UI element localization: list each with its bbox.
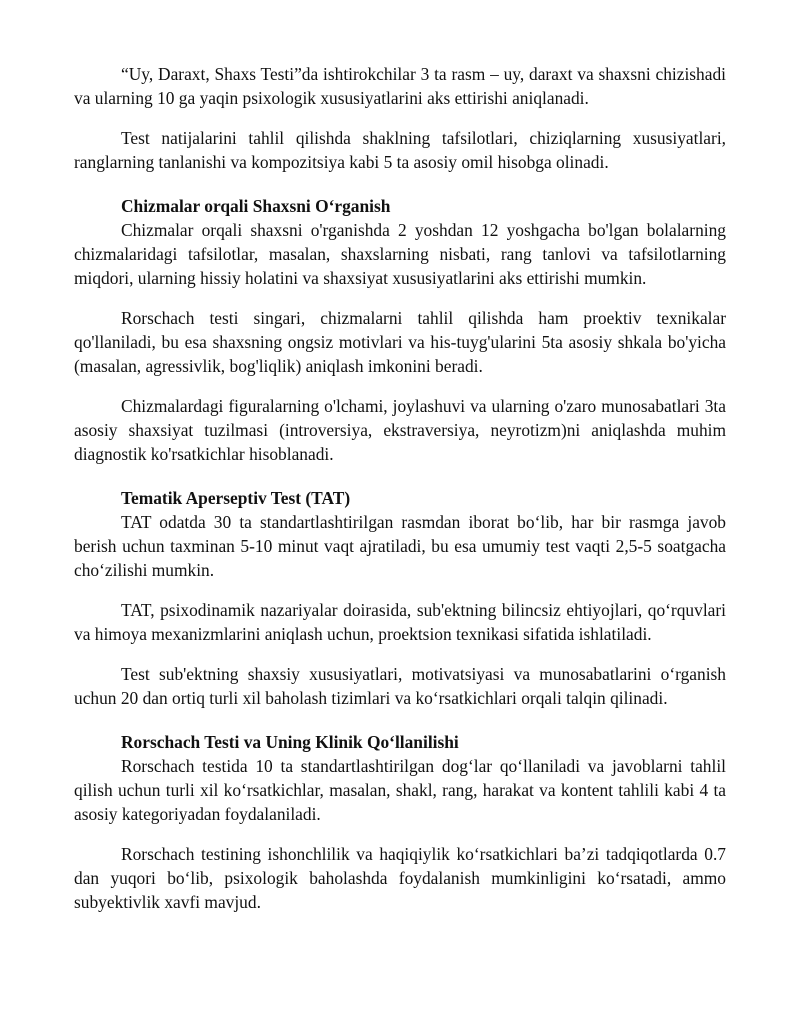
drawings-paragraph-2: Rorschach testi singari, chizmalarni tahlil qilishda ham proektiv texnikalar qo'llaniladi, bu esa shaxsning ongsiz motivlari va his-tuyg'ularini 5ta asosiy shkala bo'yicha (masalan, agressivlik, bog'liqlik) aniqlash imkonini beradi. xyxy=(74,308,726,376)
drawings-paragraph-1: Chizmalar orqali shaxsni o'rganishda 2 yoshdan 12 yoshgacha bo'lgan bolalarning chizmalaridagi tafsilotlar, masalan, shaxslarning nisbati, rang tanlovi va tafsilotlarning miqdori, ularning hissiy holatini va shaxsiyat xususiyatlarini aks ettirishi mumkin. xyxy=(74,220,726,288)
tat-paragraph-3: Test sub'ektning shaxsiy xususiyatlari, motivatsiyasi va munosabatlarini o‘rganish uchun 20 dan ortiq turli xil baholash tizimlari va ko‘rsatkichlari orqali talqin qilinadi. xyxy=(74,664,726,708)
tat-paragraph-2: TAT, psixodinamik nazariyalar doirasida, sub'ektning bilincsiz ehtiyojlari, qo‘rquvlari va himoya mexanizmlarini aniqlash uchun, proektsion texnikasi sifatida ishlatiladi. xyxy=(74,600,726,644)
rorschach-paragraph-2: Rorschach testining ishonchlilik va haqiqiylik ko‘rsatkichlari ba’zi tadqiqotlarda 0.7 dan yuqori bo‘lib, psixologik baholashda foydalanish mumkinligini ko‘rsatadi, ammo subyektivlik xavfi mavjud. xyxy=(74,844,726,912)
section-heading-tat: Tematik Aperseptiv Test (TAT) xyxy=(121,488,351,508)
intro-paragraph-2: Test natijalarini tahlil qilishda shaklning tafsilotlari, chiziqlarning xususiyatlari, ranglarning tanlanishi va kompozitsiya kabi 5 ta asosiy omil hisobga olinadi. xyxy=(74,128,726,172)
intro-paragraph-1: “Uy, Daraxt, Shaxs Testi”da ishtirokchilar 3 ta rasm – uy, daraxt va shaxsni chizishadi va ularning 10 ga yaqin psixologik xususiyatlarini aks ettirishi aniqlanadi. xyxy=(74,64,726,108)
section-heading-drawings: Chizmalar orqali Shaxsni O‘rganish xyxy=(121,196,391,216)
tat-paragraph-1: TAT odatda 30 ta standartlashtirilgan rasmdan iborat bo‘lib, har bir rasmga javob berish uchun taxminan 5-10 minut vaqt ajratiladi, bu esa umumiy test vaqti 2,5-5 soatgacha cho‘zilishi mumkin. xyxy=(74,512,726,580)
drawings-paragraph-3: Chizmalardagi figuralarning o'lchami, joylashuvi va ularning o'zaro munosabatlari 3ta asosiy shaxsiyat tuzilmasi (introversiya, ekstraversiya, neyrotizm)ni aniqlashda muhim diagnostik ko'rsatkichlar hisoblanadi. xyxy=(74,396,726,464)
section-heading-rorschach: Rorschach Testi va Uning Klinik Qo‘llanilishi xyxy=(121,732,459,752)
rorschach-paragraph-1: Rorschach testida 10 ta standartlashtirilgan dog‘lar qo‘llaniladi va javoblarni tahlil qilish uchun turli xil ko‘rsatkichlar, masalan, shakl, rang, harakat va kontent tahlili kabi 4 ta asosiy kategoriyadan foydalaniladi. xyxy=(74,756,726,824)
